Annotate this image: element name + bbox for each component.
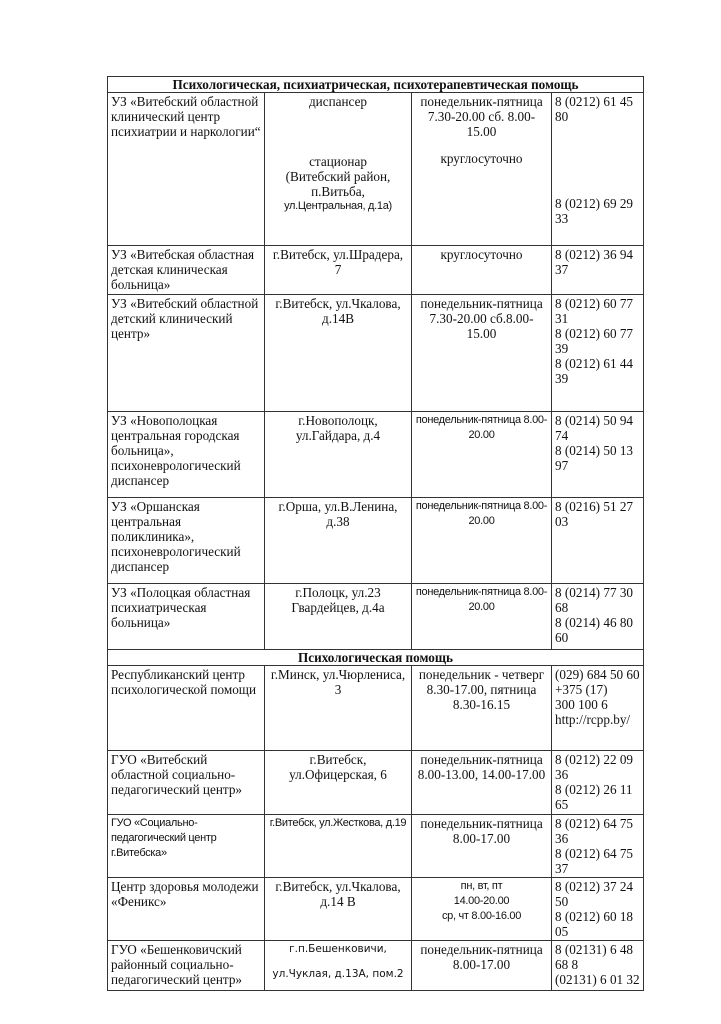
hours-cell (412, 878, 552, 941)
hours-cell: понедельник - четверг 8.30-17.00, пятница 8.30-16.15 (412, 666, 552, 751)
institution-name: УЗ «Витебский областной клинический центр психиатрии и наркологии“ (108, 93, 265, 246)
table-row (108, 878, 644, 941)
section-title: Психологическая, психиатрическая, психотерапевтическая помощь (108, 77, 644, 93)
place-label: диспансер (308, 94, 368, 109)
table-row (108, 93, 644, 246)
hours-cell: понедельник-пятница 8.00-20.00 (412, 584, 552, 650)
address-cell (265, 93, 412, 246)
institution-name: УЗ «Оршанская центральная поликлиника», психоневрологический диспансер (108, 498, 265, 584)
section-header-row (108, 650, 644, 666)
institution-name: УЗ «Витебский областной детский клинический центр» (108, 295, 265, 412)
table-row (108, 412, 644, 498)
phone-cell (552, 666, 644, 751)
table-row (108, 815, 644, 878)
address-cell: г.Минск, ул.Чюрлениса, 3 (265, 666, 412, 751)
address-cell: г.Витебск, ул.Чкалова, д.14 В (265, 878, 412, 941)
hours-cell (412, 93, 552, 246)
phone-cell (552, 815, 644, 878)
phone-number: (029) 684 50 60 (555, 667, 640, 682)
phone-cell (552, 878, 644, 941)
working-hours: 14.00-20.00 (453, 895, 510, 907)
hours-cell: круглосуточно (412, 246, 552, 295)
phone-number: 8 (0214) 50 13 97 (555, 443, 634, 473)
address-cell: г.Орша, ул.В.Ленина, д.38 (265, 498, 412, 584)
institution-name: ГУО «Бешенковичский районный социально-педагогический центр» (108, 941, 265, 991)
working-hours: пн, вт, пт (460, 880, 503, 892)
table-row (108, 246, 644, 295)
phone-cell (552, 751, 644, 815)
institution-name: ГУО «Витебский областной социально-педагогический центр» (108, 751, 265, 815)
phone-number: (02131) 6 01 32 (555, 972, 640, 987)
hours-cell: понедельник-пятница 8.00-20.00 (412, 412, 552, 498)
phone-number: 8 (0212) 37 24 50 (555, 879, 634, 909)
phone-number: 8 (0212) 64 75 37 (555, 846, 634, 876)
institution-name: ГУО «Социально-педагогический центр г.Витебска» (108, 815, 265, 878)
institution-name: Центр здоровья молодежи «Феникс» (108, 878, 265, 941)
institution-name: Республиканский центр психологической помощи (108, 666, 265, 751)
phone-number: 8 (0212) 26 11 65 (555, 782, 633, 812)
place-label: стационар (309, 154, 367, 169)
institution-name: УЗ «Новополоцкая центральная городская больница», психоневрологический диспансер (108, 412, 265, 498)
phone-cell (552, 941, 644, 991)
phone-number: 8 (0212) 36 94 37 (555, 247, 634, 277)
institution-name: УЗ «Полоцкая областная психиатрическая больница» (108, 584, 265, 650)
phone-cell (552, 412, 644, 498)
working-hours: ср, чт 8.00-16.00 (441, 910, 522, 922)
phone-number: 8 (0212) 60 18 05 (555, 909, 634, 939)
phone-cell (552, 246, 644, 295)
address-line: г.п.Бешенковичи, (289, 943, 387, 955)
table-row (108, 584, 644, 650)
table-row (108, 666, 644, 751)
phone-cell (552, 295, 644, 412)
address-cell (265, 941, 412, 991)
address-cell: г.Новополоцк, ул.Гайдара, д.4 (265, 412, 412, 498)
institution-name: УЗ «Витебская областная детская клиническая больница» (108, 246, 265, 295)
phone-cell (552, 498, 644, 584)
table-row (108, 295, 644, 412)
phone-number: 8 (0216) 51 27 03 (555, 499, 634, 529)
address-line: ул.Чуклая, д.13А, пом.2 (272, 968, 404, 980)
hours-cell: понедельник-пятница 8.00-17.00 (412, 941, 552, 991)
phone-number: 8 (0212) 61 44 39 (555, 356, 634, 386)
address-cell: г.Витебск, ул.Шрадера, 7 (265, 246, 412, 295)
working-hours: круглосуточно (440, 151, 523, 166)
section-header-row (108, 77, 644, 93)
hours-cell: понедельник-пятница 8.00-17.00 (412, 815, 552, 878)
address-cell: г.Полоцк, ул.23 Гвардейцев, д.4а (265, 584, 412, 650)
table-row (108, 941, 644, 991)
phone-number: 8 (0212) 69 29 33 (555, 196, 634, 226)
address-line: ул.Центральная, д.1а) (284, 200, 392, 212)
phone-number: 8 (0212) 61 45 80 (555, 94, 634, 124)
hours-cell: понедельник-пятница 7.30-20.00 сб.8.00-15.00 (412, 295, 552, 412)
phone-number: +375 (17) (555, 682, 608, 697)
phone-number: 8 (0212) 60 77 31 (555, 296, 634, 326)
phone-number: 8 (02131) 6 48 68 8 (555, 942, 634, 972)
website-link[interactable]: http://rcpp.by/ (555, 712, 631, 727)
phone-number: 300 100 6 (555, 697, 608, 712)
phone-number: 8 (0214) 50 94 74 (555, 413, 634, 443)
services-table (107, 76, 644, 991)
phone-number: 8 (0212) 60 77 39 (555, 326, 634, 356)
table-row (108, 498, 644, 584)
address-cell: г.Витебск, ул.Чкалова, д.14В (265, 295, 412, 412)
address-cell: г.Витебск, ул.Офицерская, 6 (265, 751, 412, 815)
address-line: (Витебский район, п.Витьба, (285, 169, 391, 199)
working-hours: понедельник-пятница 7.30-20.00 сб. 8.00-15.00 (420, 94, 543, 139)
phone-number: 8 (0212) 64 75 36 (555, 816, 634, 846)
table-row (108, 751, 644, 815)
hours-cell: понедельник-пятница 8.00-13.00, 14.00-17.00 (412, 751, 552, 815)
hours-cell: понедельник-пятница 8.00-20.00 (412, 498, 552, 584)
phone-number: 8 (0214) 46 80 60 (555, 615, 634, 645)
phone-number: 8 (0214) 77 30 68 (555, 585, 634, 615)
section-title: Психологическая помощь (108, 650, 644, 666)
phone-cell (552, 584, 644, 650)
address-cell: г.Витебск, ул.Жесткова, д.19 (265, 815, 412, 878)
phone-cell (552, 93, 644, 246)
phone-number: 8 (0212) 22 09 36 (555, 752, 634, 782)
